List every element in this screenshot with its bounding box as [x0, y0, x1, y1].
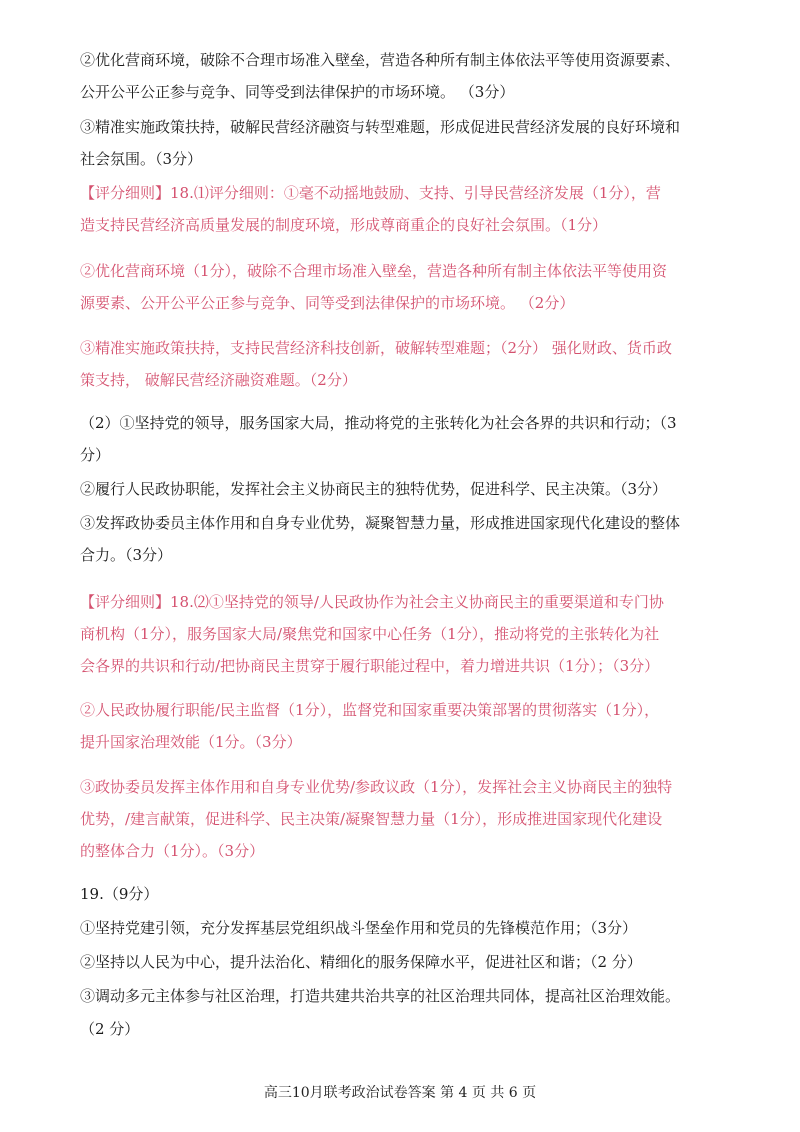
- text-line: ②坚持以人民为中心，提升法治化、精细化的服务保障水平，促进社区和谐；（2 分）: [80, 953, 642, 971]
- text-line: （2）①坚持党的领导，服务国家大局，推动将党的主张转化为社会各界的共识和行动；（3: [80, 414, 677, 432]
- rubric-line: ③政协委员发挥主体作用和自身专业优势/参政议政（1分），发挥社会主义协商民主的独特: [80, 778, 673, 796]
- rubric-line: ②优化营商环境（1分），破除不合理市场准入壁垒，营造各种所有制主体依法平等使用资: [80, 262, 668, 280]
- question-heading: 19.（9分）: [80, 885, 159, 903]
- text-line: （2 分）: [80, 1020, 140, 1038]
- text-line: 合力。（3分）: [80, 546, 173, 564]
- text-line: 公开公平公正参与竞争、同等受到法律保护的市场环境。 （3分）: [80, 83, 515, 101]
- rubric-line: ②人民政协履行职能/民主监督（1分），监督党和国家重要决策部署的贯彻落实（1分），: [80, 701, 660, 719]
- rubric-line: 【评分细则】18.⑵①坚持党的领导/人民政协作为社会主义协商民主的重要渠道和专门协: [80, 593, 664, 611]
- rubric-line: 【评分细则】18.⑴评分细则：①毫不动摇地鼓励、支持、引导民营经济发展（1分），营: [80, 184, 661, 202]
- text-line: ②履行人民政协职能，发挥社会主义协商民主的独特优势，促进科学、民主决策。（3分）: [80, 480, 668, 498]
- rubric-line: 造支持民营经济高质量发展的制度环境，形成尊商重企的良好社会氛围。（1分）: [80, 216, 608, 234]
- text-line: 社会氛围。（3分）: [80, 150, 203, 168]
- text-line: ①坚持党建引领，充分发挥基层党组织战斗堡垒作用和党员的先锋模范作用；（3分）: [80, 919, 638, 937]
- rubric-line: 优势，/建言献策，促进科学、民主决策/凝聚智慧力量（1分），形成推进国家现代化建设: [80, 810, 663, 828]
- rubric-line: 源要素、公开公平公正参与竞争、同等受到法律保护的市场环境。 （2分）: [80, 294, 575, 312]
- rubric-line: 商机构（1分），服务国家大局/聚焦党和国家中心任务（1分），推动将党的主张转化为社: [80, 625, 660, 643]
- rubric-line: 提升国家治理效能（1分。（3分）: [80, 733, 302, 751]
- text-line: 分）: [80, 446, 111, 464]
- page-footer: 高三10月联考政治试卷答案 第 4 页 共 6 页: [263, 1085, 537, 1101]
- rubric-line: ③精准实施政策扶持，支持民营经济科技创新，破解转型难题；（2分） 强化财政、货币政: [80, 339, 672, 357]
- text-line: ②优化营商环境，破除不合理市场准入壁垒，营造各种所有制主体依法平等使用资源要素、: [80, 51, 681, 69]
- text-line: ③发挥政协委员主体作用和自身专业优势，凝聚智慧力量，形成推进国家现代化建设的整体: [80, 514, 681, 532]
- text-line: ③精准实施政策扶持，破解民营经济融资与转型难题，形成促进民营经济发展的良好环境和: [80, 118, 681, 136]
- rubric-line: 的整体合力（1分）。（3分）: [80, 842, 265, 860]
- text-line: ③调动多元主体参与社区治理，打造共建共治共享的社区治理共同体，提高社区治理效能。: [80, 987, 681, 1005]
- rubric-line: 会各界的共识和行动/把协商民主贯穿于履行职能过程中，着力增进共识（1分）；（3分）: [80, 657, 660, 675]
- rubric-line: 策支持， 破解民营经济融资难题。（2分）: [80, 371, 357, 389]
